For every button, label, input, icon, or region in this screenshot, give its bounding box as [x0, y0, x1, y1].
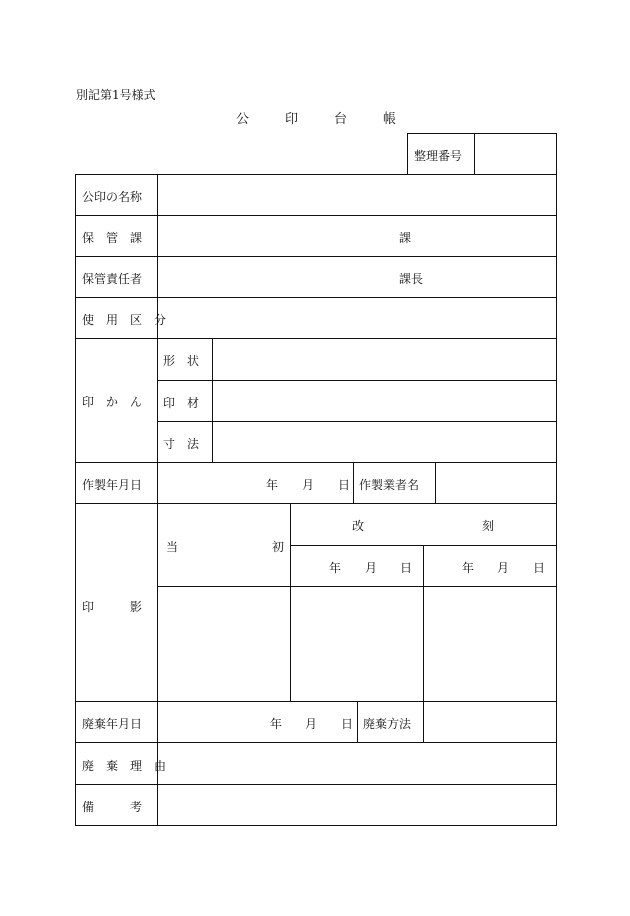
rev1-year: 年: [329, 561, 342, 575]
title-char: 公: [236, 112, 250, 127]
revision-char: 刻: [482, 519, 495, 533]
row-divider: [75, 742, 557, 743]
disposal-year: 年: [270, 717, 283, 731]
label-seal: 印 か ん: [82, 395, 143, 409]
manager-suffix: 課長: [399, 272, 424, 286]
row-divider: [75, 784, 557, 785]
rev2-day: 日: [533, 561, 546, 575]
label-reason: 廃 棄 理 由: [82, 759, 167, 773]
disposal-day: 日: [341, 717, 354, 731]
label-section: 保 管 課: [82, 231, 143, 245]
row-divider: [75, 256, 557, 257]
rev2-month: 月: [497, 561, 510, 575]
row-divider: [75, 462, 557, 463]
label-manager: 保管責任者: [82, 272, 143, 286]
sub-row-divider: [157, 586, 557, 587]
label-impression: 印 影: [82, 600, 143, 614]
label-made-date: 作製年月日: [82, 478, 143, 492]
label-remarks: 備 考: [82, 800, 143, 814]
sub-row-divider: [157, 380, 557, 381]
number-value-cell[interactable]: [474, 133, 557, 175]
row-divider: [75, 701, 557, 702]
rev2-year: 年: [462, 561, 475, 575]
number-label-cell: [407, 133, 475, 175]
col-divider: [353, 462, 354, 503]
made-year: 年: [266, 478, 279, 492]
col-divider: [290, 503, 291, 701]
original-char: 当: [166, 540, 179, 554]
label-disposal-method: 廃棄方法: [363, 717, 412, 731]
row-divider: [75, 215, 557, 216]
form-label: 別記第1号様式: [76, 88, 156, 102]
field-disposal-method[interactable]: [428, 709, 552, 737]
label-shape: 形 状: [163, 354, 200, 368]
row-divider: [75, 338, 557, 339]
sub-row-divider: [157, 421, 557, 422]
rev1-day: 日: [400, 561, 413, 575]
label-maker: 作製業者名: [359, 478, 420, 492]
col-divider: [423, 545, 424, 701]
made-month: 月: [302, 478, 315, 492]
sub-col-divider: [212, 338, 213, 462]
field-usage[interactable]: [160, 305, 552, 333]
disposal-month: 月: [305, 717, 318, 731]
title-char: 印: [284, 112, 298, 127]
page-title: [236, 108, 396, 127]
field-maker[interactable]: [440, 470, 552, 498]
col-divider: [435, 462, 436, 503]
row-divider: [75, 297, 557, 298]
label-column-divider: [157, 174, 158, 826]
label-disposal-date: 廃棄年月日: [82, 717, 143, 731]
row-divider: [75, 503, 557, 504]
number-label: 整理番号: [414, 149, 463, 163]
field-name[interactable]: [160, 182, 552, 210]
section-suffix: 課: [399, 231, 412, 245]
field-reason[interactable]: [160, 751, 552, 779]
label-material: 印 材: [163, 396, 200, 410]
title-char: 台: [333, 112, 347, 127]
field-remarks[interactable]: [160, 792, 552, 820]
original-char: 初: [272, 540, 285, 554]
revision-char: 改: [352, 519, 365, 533]
made-day: 日: [338, 478, 351, 492]
col-divider: [423, 701, 424, 742]
col-divider: [357, 701, 358, 742]
label-size: 寸 法: [163, 437, 200, 451]
rev1-month: 月: [365, 561, 378, 575]
title-char: 帳: [382, 112, 396, 127]
label-name: 公印の名称: [82, 190, 143, 204]
label-usage: 使 用 区 分: [82, 313, 167, 327]
